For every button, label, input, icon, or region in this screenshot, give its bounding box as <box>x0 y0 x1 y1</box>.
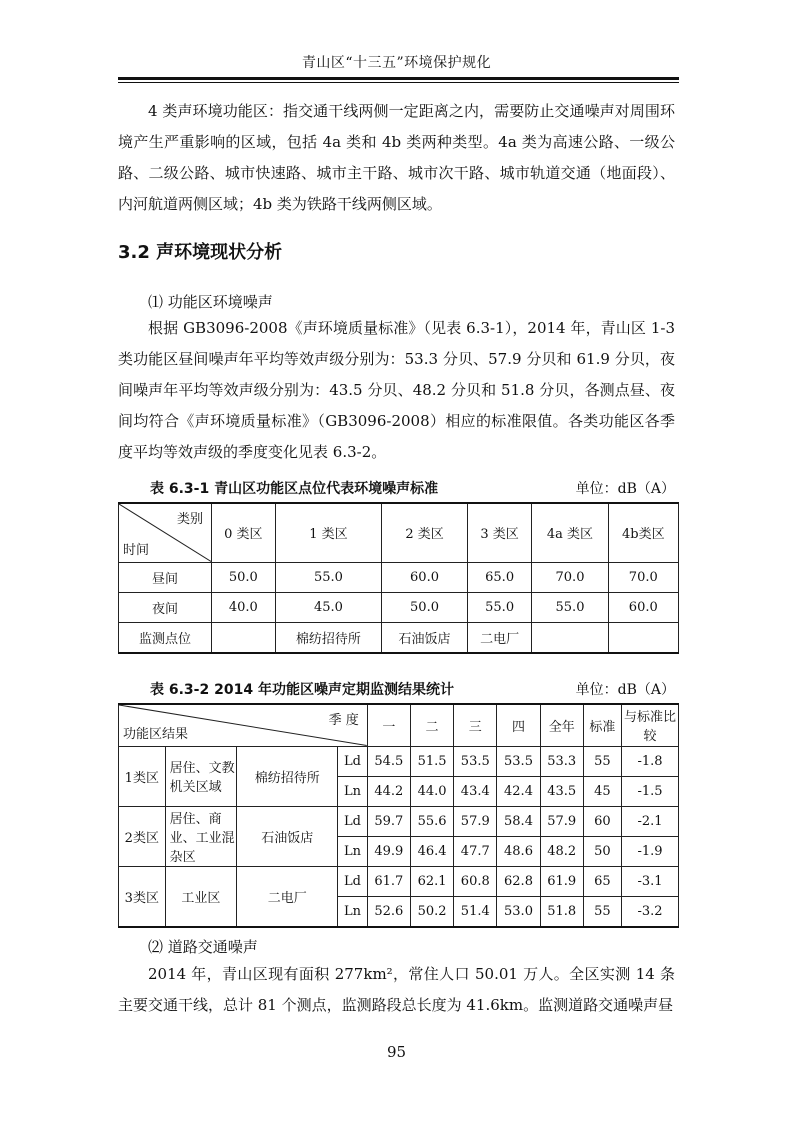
header-rule-thin <box>118 82 679 83</box>
corner-top-label: 类别 <box>176 512 203 527</box>
table-cell: 58.4 <box>497 806 540 836</box>
column-header: 0 类区 <box>212 503 276 562</box>
table1-unit: 单位：dB（A） <box>575 481 675 497</box>
table-cell: -3.2 <box>622 896 679 927</box>
traffic-text: 2014 年，青山区现有面积 277km²，常住人口 50.01 万人。全区实测 14 条主要交通干线，总计 81 个测点，监测路段总长度为 41.6km。监测道路交通噪声昼 <box>118 965 675 1014</box>
table-cell: 60 <box>583 806 621 836</box>
zone-type-cell: 居住、商业、工业混杂区 <box>165 806 237 866</box>
corner-top-label: 季 度 <box>328 713 359 728</box>
column-header: 二 <box>410 704 453 746</box>
table-cell: 60.0 <box>382 562 468 592</box>
table-cell: 70.0 <box>532 562 608 592</box>
table-cell: 61.7 <box>367 866 410 896</box>
table-row <box>119 592 679 622</box>
table-cell: 棉纺招待所 <box>275 622 382 653</box>
table-cell: 60.8 <box>454 866 497 896</box>
table-cell: 49.9 <box>367 836 410 866</box>
table-cell: 44.2 <box>367 776 410 806</box>
column-header: 标准 <box>583 704 621 746</box>
subsection-label-1: ⑴ 功能区环境噪声 <box>148 293 273 311</box>
table-cell: 50.0 <box>212 562 276 592</box>
table-cell <box>608 622 678 653</box>
table-cell: 55 <box>583 896 621 927</box>
metric-key: Ld <box>338 746 367 776</box>
zone-type-cell: 工业区 <box>165 866 237 927</box>
table-standards <box>118 502 679 654</box>
zone-cell: 1类区 <box>119 746 166 806</box>
site-cell: 二电厂 <box>237 866 338 927</box>
table-cell: -1.9 <box>622 836 679 866</box>
table1-corner-cell <box>119 503 212 562</box>
table-cell: 50 <box>583 836 621 866</box>
table-cell: 57.9 <box>454 806 497 836</box>
zone-type-cell: 居住、文教机关区域 <box>165 746 237 806</box>
page-number: 95 <box>386 1043 407 1061</box>
column-header: 四 <box>497 704 540 746</box>
column-header: 3 类区 <box>467 503 532 562</box>
table-cell: 40.0 <box>212 592 276 622</box>
row-label: 昼间 <box>119 562 212 592</box>
table-cell: 46.4 <box>410 836 453 866</box>
column-header: 全年 <box>540 704 583 746</box>
table2-unit: 单位：dB（A） <box>575 682 675 698</box>
row-label: 夜间 <box>119 592 212 622</box>
corner-bottom-label: 时间 <box>123 542 150 558</box>
table2-title: 表 6.3-2 2014 年功能区噪声定期监测结果统计 <box>150 682 454 698</box>
running-header: 青山区“十三五”环境保护规化 <box>301 55 492 71</box>
metric-key: Ln <box>338 776 367 806</box>
site-cell: 棉纺招待所 <box>237 746 338 806</box>
table-cell: -1.8 <box>622 746 679 776</box>
table-cell: 53.5 <box>454 746 497 776</box>
metric-key: Ln <box>338 836 367 866</box>
column-header: 4b类区 <box>608 503 678 562</box>
table-cell: 65.0 <box>467 562 532 592</box>
analysis-text: 根据 GB3096-2008《声环境质量标准》（见表 6.3-1），2014 年，青山区 1-3 类功能区昼间噪声年平均等效声级分别为：53.3 分贝、57.9 分贝和 61.9 分贝，夜间噪声年平均等效声级分别为：43.5 分贝、48.2 分贝和 51.8 分贝，各测点昼、夜间均符合《声环境质量标准》（GB3096-2008）相应的标准限值。各类功能区各季度平均等效声级的季度变化见表 6.3-2。 <box>118 319 675 461</box>
table-cell: 60.0 <box>608 592 678 622</box>
table-cell: 48.6 <box>497 836 540 866</box>
table-cell: 55.0 <box>275 562 382 592</box>
table-cell: 50.2 <box>410 896 453 927</box>
table-row <box>119 806 679 836</box>
table-cell: 53.3 <box>540 746 583 776</box>
intro-paragraph <box>118 96 675 220</box>
table-cell: 45.0 <box>275 592 382 622</box>
table-row <box>119 622 679 653</box>
table-cell: 55 <box>583 746 621 776</box>
table-cell <box>212 622 276 653</box>
table-cell: 53.0 <box>497 896 540 927</box>
corner-bottom-label: 功能区结果 <box>123 726 189 742</box>
header-rule-thick <box>118 77 679 80</box>
table-cell: 55.0 <box>532 592 608 622</box>
table-cell: 50.0 <box>382 592 468 622</box>
table-row <box>119 562 679 592</box>
table-cell: 51.8 <box>540 896 583 927</box>
column-header: 1 类区 <box>275 503 382 562</box>
table-monitoring-results <box>118 703 679 928</box>
table-cell: 44.0 <box>410 776 453 806</box>
table-cell: 51.5 <box>410 746 453 776</box>
table-cell: 二电厂 <box>467 622 532 653</box>
table-cell: 42.4 <box>497 776 540 806</box>
table-cell: 62.1 <box>410 866 453 896</box>
column-header: 一 <box>367 704 410 746</box>
table-cell: 48.2 <box>540 836 583 866</box>
column-header: 与标准比较 <box>622 704 679 746</box>
table-cell: -3.1 <box>622 866 679 896</box>
table-cell: 43.5 <box>540 776 583 806</box>
analysis-paragraph <box>118 313 675 468</box>
table-cell: -1.5 <box>622 776 679 806</box>
table-cell: 55.6 <box>410 806 453 836</box>
table-cell: 52.6 <box>367 896 410 927</box>
traffic-paragraph <box>118 959 675 1021</box>
table-cell: 55.0 <box>467 592 532 622</box>
table-cell: 45 <box>583 776 621 806</box>
table-cell: -2.1 <box>622 806 679 836</box>
table2-corner-cell <box>119 704 368 746</box>
table-cell: 54.5 <box>367 746 410 776</box>
zone-cell: 2类区 <box>119 806 166 866</box>
section-heading: 3.2 声环境现状分析 <box>118 242 283 263</box>
row-label: 监测点位 <box>119 622 212 653</box>
table-cell: 51.4 <box>454 896 497 927</box>
table-cell: 62.8 <box>497 866 540 896</box>
table-cell: 65 <box>583 866 621 896</box>
metric-key: Ld <box>338 866 367 896</box>
column-header: 4a 类区 <box>532 503 608 562</box>
table-cell: 53.5 <box>497 746 540 776</box>
table-cell: 43.4 <box>454 776 497 806</box>
table-row <box>119 746 679 776</box>
table-cell <box>532 622 608 653</box>
intro-text: 4 类声环境功能区：指交通干线两侧一定距离之内，需要防止交通噪声对周围环境产生严重影响的区域，包括 4a 类和 4b 类两种类型。4a 类为高速公路、一级公路、二级公路、城市快速路、城市主干路、城市次干路、城市轨道交通（地面段）、内河航道两侧区域；4b 类为铁路干线两侧区域。 <box>118 102 675 213</box>
table-row <box>119 866 679 896</box>
table-cell: 59.7 <box>367 806 410 836</box>
table-cell: 57.9 <box>540 806 583 836</box>
site-cell: 石油饭店 <box>237 806 338 866</box>
subsection-label-2: ⑵ 道路交通噪声 <box>148 938 258 956</box>
table-cell: 61.9 <box>540 866 583 896</box>
table1-title: 表 6.3-1 青山区功能区点位代表环境噪声标准 <box>150 481 439 497</box>
table-cell: 70.0 <box>608 562 678 592</box>
column-header: 三 <box>454 704 497 746</box>
metric-key: Ln <box>338 896 367 927</box>
column-header: 2 类区 <box>382 503 468 562</box>
zone-cell: 3类区 <box>119 866 166 927</box>
table-cell: 石油饭店 <box>382 622 468 653</box>
metric-key: Ld <box>338 806 367 836</box>
table-cell: 47.7 <box>454 836 497 866</box>
